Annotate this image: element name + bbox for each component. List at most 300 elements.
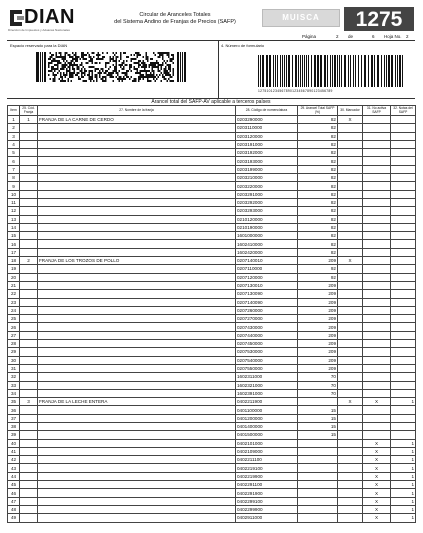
marker-cell: [338, 389, 363, 397]
franja-code-cell: 3: [20, 398, 38, 406]
franja-name-cell: [38, 273, 236, 281]
franja-name-cell: [38, 298, 236, 306]
not-active-cell: [363, 174, 391, 182]
franja-name-cell: [38, 381, 236, 389]
marker-cell: [338, 414, 363, 422]
row-number: 12: [8, 207, 20, 215]
not-active-cell: [363, 373, 391, 381]
nomenclature-code-cell: 1602311000: [236, 373, 298, 381]
table-row: [8, 124, 416, 132]
not-active-cell: [363, 257, 391, 265]
marker-cell: [338, 182, 363, 190]
not-active-cell: [363, 340, 391, 348]
not-active-cell: X: [363, 489, 391, 497]
table-row: [8, 514, 416, 522]
franja-code-cell: [20, 248, 38, 256]
nomenclature-code-cell: 0203199000: [236, 165, 298, 173]
notes-cell: [391, 331, 416, 339]
marker-cell: [338, 323, 363, 331]
row-number: 49: [8, 514, 20, 522]
form-number-box: 1275: [344, 7, 414, 31]
total-tariff-cell: 82: [298, 149, 338, 157]
not-active-cell: [363, 422, 391, 430]
franja-code-cell: [20, 132, 38, 140]
notes-cell: [391, 215, 416, 223]
franja-name-cell: [38, 356, 236, 364]
sheet-value: 2: [406, 34, 409, 39]
notes-cell: [391, 348, 416, 356]
total-tariff-cell: 92: [298, 265, 338, 273]
table-row: [8, 356, 416, 364]
notes-cell: [391, 431, 416, 439]
nomenclature-code-cell: 1602321000: [236, 381, 298, 389]
row-number: 15: [8, 232, 20, 240]
marker-cell: X: [338, 116, 363, 124]
marker-cell: [338, 240, 363, 248]
franja-name-cell: [38, 149, 236, 157]
franja-name-cell: [38, 165, 236, 173]
row-number: 44: [8, 472, 20, 480]
marker-cell: [338, 174, 363, 182]
row-number: 7: [8, 165, 20, 173]
nomenclature-code-cell: 0402219100: [236, 464, 298, 472]
nomenclature-code-cell: 0207550000: [236, 364, 298, 372]
franja-name-cell: [38, 190, 236, 198]
nomenclature-code-cell: 0402299900: [236, 505, 298, 513]
row-number: 41: [8, 447, 20, 455]
notes-cell: [391, 422, 416, 430]
total-tariff-cell: 15: [298, 414, 338, 422]
marker-cell: [338, 315, 363, 323]
form-number-label: 4. Número de formulario: [221, 43, 265, 48]
franja-name-cell: [38, 248, 236, 256]
nomenclature-code-cell: 0203290000: [236, 116, 298, 124]
total-tariff-cell: [298, 505, 338, 513]
franja-name-cell: [38, 182, 236, 190]
franja-code-cell: [20, 431, 38, 439]
not-active-cell: [363, 215, 391, 223]
notes-cell: [391, 281, 416, 289]
not-active-cell: [363, 240, 391, 248]
marker-cell: [338, 132, 363, 140]
total-tariff-cell: 82: [298, 223, 338, 231]
franja-name-cell: [38, 198, 236, 206]
total-tariff-cell: 209: [298, 257, 338, 265]
table-row: [8, 306, 416, 314]
total-tariff-cell: 209: [298, 331, 338, 339]
notes-cell: 1: [391, 505, 416, 513]
not-active-cell: X: [363, 505, 391, 513]
table-row: [8, 165, 416, 173]
marker-cell: [338, 481, 363, 489]
marker-cell: [338, 431, 363, 439]
total-tariff-cell: 70: [298, 381, 338, 389]
franja-code-cell: [20, 232, 38, 240]
total-tariff-cell: 82: [298, 240, 338, 248]
marker-cell: [338, 364, 363, 372]
pdf417-barcode-icon: [36, 52, 186, 82]
nomenclature-code-cell: 0203291000: [236, 190, 298, 198]
total-tariff-cell: [298, 481, 338, 489]
total-tariff-cell: 15: [298, 406, 338, 414]
not-active-cell: [363, 414, 391, 422]
nomenclature-code-cell: 0402291900: [236, 489, 298, 497]
nomenclature-code-cell: 0203192000: [236, 149, 298, 157]
nomenclature-code-cell: 0402911000: [236, 514, 298, 522]
row-number: 35: [8, 398, 20, 406]
row-number: 1: [8, 116, 20, 124]
table-row: [8, 223, 416, 231]
franja-code-cell: [20, 489, 38, 497]
table-row: [8, 207, 416, 215]
nomenclature-code-cell: 1602420000: [236, 248, 298, 256]
table-row: [8, 505, 416, 513]
franja-code-cell: [20, 331, 38, 339]
nomenclature-code-cell: 0203193000: [236, 157, 298, 165]
franja-name-cell: [38, 439, 236, 447]
total-tariff-cell: [298, 456, 338, 464]
notes-cell: [391, 364, 416, 372]
franja-code-cell: [20, 447, 38, 455]
franja-code-cell: [20, 464, 38, 472]
notes-cell: [391, 381, 416, 389]
logo-subtitle: Dirección de Impuestos y Aduanas Nacionales: [8, 28, 70, 32]
marker-cell: [338, 422, 363, 430]
nomenclature-code-cell: 0207270000: [236, 315, 298, 323]
linear-barcode-icon: [258, 55, 406, 87]
table-row: [8, 348, 416, 356]
marker-cell: [338, 124, 363, 132]
franja-name-cell: [38, 157, 236, 165]
dian-reserved-label: Espacio reservado para la DIAN: [10, 43, 68, 48]
marker-cell: [338, 406, 363, 414]
row-number: 34: [8, 389, 20, 397]
nomenclature-code-cell: 0210190000: [236, 223, 298, 231]
col-marker: 30. Marcador: [338, 106, 363, 116]
nomenclature-code-cell: 0402291100: [236, 481, 298, 489]
marker-cell: [338, 265, 363, 273]
franja-code-cell: [20, 340, 38, 348]
notes-cell: [391, 132, 416, 140]
row-number: 40: [8, 439, 20, 447]
row-number: 9: [8, 182, 20, 190]
col-not-active: 31. No activa SAFP: [363, 106, 391, 116]
not-active-cell: X: [363, 447, 391, 455]
not-active-cell: X: [363, 472, 391, 480]
notes-cell: [391, 323, 416, 331]
franja-name-cell: [38, 406, 236, 414]
total-tariff-cell: 209: [298, 306, 338, 314]
franja-code-cell: [20, 149, 38, 157]
not-active-cell: [363, 132, 391, 140]
row-number: 13: [8, 215, 20, 223]
franja-name-cell: [38, 348, 236, 356]
marker-cell: [338, 373, 363, 381]
not-active-cell: [363, 356, 391, 364]
franja-code-cell: [20, 215, 38, 223]
table-row: [8, 298, 416, 306]
notes-cell: 1: [391, 439, 416, 447]
table-row: [8, 215, 416, 223]
sheet-label: Hoja No.: [384, 34, 402, 39]
not-active-cell: [363, 298, 391, 306]
franja-code-cell: [20, 406, 38, 414]
row-number: 37: [8, 414, 20, 422]
notes-cell: [391, 340, 416, 348]
total-tariff-cell: 209: [298, 290, 338, 298]
nomenclature-code-cell: 0207260000: [236, 306, 298, 314]
not-active-cell: [363, 140, 391, 148]
not-active-cell: [363, 389, 391, 397]
nomenclature-code-cell: 0402211900: [236, 398, 298, 406]
total-tariff-cell: 82: [298, 182, 338, 190]
row-number: 4: [8, 140, 20, 148]
nomenclature-code-cell: 0402299100: [236, 497, 298, 505]
nomenclature-code-cell: 0203191000: [236, 140, 298, 148]
franja-code-cell: [20, 281, 38, 289]
table-row: [8, 398, 416, 406]
notes-cell: [391, 223, 416, 231]
notes-cell: [391, 124, 416, 132]
total-tariff-cell: 82: [298, 116, 338, 124]
franja-code-cell: [20, 323, 38, 331]
table-row: [8, 174, 416, 182]
table-row: [8, 389, 416, 397]
not-active-cell: [363, 207, 391, 215]
franja-code-cell: [20, 182, 38, 190]
total-tariff-cell: 209: [298, 364, 338, 372]
col-franja-name: 27. Nombre de la franja: [38, 106, 236, 116]
row-number: 25: [8, 315, 20, 323]
franja-code-cell: [20, 165, 38, 173]
table-row: [8, 157, 416, 165]
notes-cell: 1: [391, 398, 416, 406]
total-tariff-cell: 209: [298, 298, 338, 306]
marker-cell: [338, 464, 363, 472]
col-franja-code: 25. Cód. Franja: [20, 106, 38, 116]
not-active-cell: [363, 157, 391, 165]
not-active-cell: [363, 306, 391, 314]
franja-code-cell: [20, 124, 38, 132]
total-tariff-cell: 209: [298, 315, 338, 323]
notes-cell: [391, 298, 416, 306]
marker-cell: [338, 140, 363, 148]
franja-code-cell: [20, 273, 38, 281]
notes-cell: [391, 174, 416, 182]
notes-cell: [391, 248, 416, 256]
notes-cell: 1: [391, 456, 416, 464]
notes-cell: [391, 198, 416, 206]
franja-name-cell: [38, 373, 236, 381]
total-tariff-cell: 70: [298, 389, 338, 397]
not-active-cell: [363, 190, 391, 198]
not-active-cell: [363, 406, 391, 414]
franja-code-cell: [20, 364, 38, 372]
notes-cell: [391, 306, 416, 314]
title-line-2: del Sistema Andino de Franjas de Precios (SAFP): [114, 19, 236, 25]
row-number: 23: [8, 298, 20, 306]
marker-cell: [338, 248, 363, 256]
total-tariff-cell: [298, 472, 338, 480]
nomenclature-code-cell: 0207130090: [236, 290, 298, 298]
tariff-table: [7, 105, 416, 523]
total-tariff-cell: 82: [298, 215, 338, 223]
row-number: 2: [8, 124, 20, 132]
not-active-cell: [363, 165, 391, 173]
barcode-text: 12751012345678901234567890123456789: [258, 89, 333, 93]
notes-cell: [391, 273, 416, 281]
marker-cell: [338, 331, 363, 339]
franja-name-cell: [38, 207, 236, 215]
total-tariff-cell: 209: [298, 281, 338, 289]
franja-name-cell: [38, 464, 236, 472]
notes-cell: [391, 149, 416, 157]
marker-cell: [338, 165, 363, 173]
franja-name-cell: [38, 265, 236, 273]
franja-code-cell: [20, 422, 38, 430]
notes-cell: [391, 373, 416, 381]
table-row: [8, 456, 416, 464]
row-number: 27: [8, 331, 20, 339]
table-row: [8, 257, 416, 265]
notes-cell: [391, 165, 416, 173]
table-row: [8, 281, 416, 289]
table-row: [8, 447, 416, 455]
row-number: 47: [8, 497, 20, 505]
not-active-cell: [363, 248, 391, 256]
row-number: 36: [8, 406, 20, 414]
row-number: 17: [8, 248, 20, 256]
franja-code-cell: [20, 481, 38, 489]
not-active-cell: [363, 281, 391, 289]
row-number: 5: [8, 149, 20, 157]
document-title: [100, 12, 250, 26]
of-label: de: [348, 34, 354, 39]
total-tariff-cell: 82: [298, 132, 338, 140]
header-divider: [7, 40, 415, 41]
not-active-cell: X: [363, 481, 391, 489]
total-tariff-cell: 82: [298, 124, 338, 132]
nomenclature-code-cell: 0401400000: [236, 422, 298, 430]
row-number: 24: [8, 306, 20, 314]
franja-name-cell: [38, 306, 236, 314]
not-active-cell: [363, 381, 391, 389]
row-number: 38: [8, 422, 20, 430]
marker-cell: [338, 381, 363, 389]
table-title: Arancel total del SAFP-AV aplicable a terceros países: [151, 99, 271, 105]
total-tariff-cell: 70: [298, 373, 338, 381]
table-row: [8, 340, 416, 348]
table-row: [8, 489, 416, 497]
marker-cell: [338, 157, 363, 165]
col-notes: 32. Notas del SAFP: [391, 106, 416, 116]
not-active-cell: X: [363, 514, 391, 522]
row-number: 42: [8, 456, 20, 464]
total-tariff-cell: 209: [298, 356, 338, 364]
franja-code-cell: [20, 439, 38, 447]
row-number: 26: [8, 323, 20, 331]
franja-code-cell: [20, 456, 38, 464]
franja-code-cell: [20, 348, 38, 356]
marker-cell: [338, 281, 363, 289]
not-active-cell: X: [363, 456, 391, 464]
nomenclature-code-cell: 0203293000: [236, 207, 298, 215]
franja-name-cell: [38, 140, 236, 148]
total-tariff-cell: 82: [298, 157, 338, 165]
col-nomenclature-code: 28. Código de nomenclatura: [236, 106, 298, 116]
franja-name-cell: [38, 489, 236, 497]
franja-code-cell: [20, 190, 38, 198]
total-tariff-cell: [298, 497, 338, 505]
table-row: [8, 439, 416, 447]
nomenclature-code-cell: 0203210000: [236, 174, 298, 182]
notes-cell: [391, 182, 416, 190]
not-active-cell: [363, 315, 391, 323]
row-number: 14: [8, 223, 20, 231]
nomenclature-code-cell: 0402109000: [236, 447, 298, 455]
notes-cell: [391, 290, 416, 298]
table-row: [8, 248, 416, 256]
marker-cell: [338, 505, 363, 513]
table-row: [8, 414, 416, 422]
franja-code-cell: [20, 505, 38, 513]
marker-cell: X: [338, 257, 363, 265]
franja-code-cell: [20, 290, 38, 298]
total-tariff-cell: 82: [298, 198, 338, 206]
franja-name-cell: [38, 497, 236, 505]
not-active-cell: [363, 364, 391, 372]
notes-cell: [391, 140, 416, 148]
notes-cell: 1: [391, 472, 416, 480]
franja-name-cell: [38, 174, 236, 182]
notes-cell: 1: [391, 447, 416, 455]
table-row: [8, 364, 416, 372]
franja-code-cell: [20, 373, 38, 381]
marker-cell: [338, 497, 363, 505]
table-row: [8, 381, 416, 389]
col-total-tariff: 29. Arancel Total SAFP (%): [298, 106, 338, 116]
table-row: [8, 373, 416, 381]
row-number: 43: [8, 464, 20, 472]
not-active-cell: X: [363, 439, 391, 447]
notes-cell: [391, 389, 416, 397]
franja-name-cell: FRANJA DE LOS TROZOS DE POLLO: [38, 257, 236, 265]
franja-name-cell: [38, 472, 236, 480]
title-line-1: Circular de Aranceles Totales: [139, 12, 211, 18]
franja-name-cell: [38, 422, 236, 430]
nomenclature-code-cell: 0402101000: [236, 439, 298, 447]
nomenclature-code-cell: 0402211100: [236, 456, 298, 464]
franja-name-cell: [38, 240, 236, 248]
not-active-cell: [363, 273, 391, 281]
row-number: 32: [8, 373, 20, 381]
nomenclature-code-cell: 0207120000: [236, 273, 298, 281]
table-row: [8, 265, 416, 273]
marker-cell: [338, 215, 363, 223]
franja-code-cell: [20, 207, 38, 215]
page-label: Página: [302, 34, 317, 39]
not-active-cell: [363, 323, 391, 331]
marker-cell: [338, 223, 363, 231]
total-tariff-cell: 15: [298, 431, 338, 439]
franja-name-cell: [38, 232, 236, 240]
franja-code-cell: 2: [20, 257, 38, 265]
marker-cell: [338, 306, 363, 314]
franja-name-cell: [38, 124, 236, 132]
total-tariff-cell: 82: [298, 248, 338, 256]
table-row: [8, 331, 416, 339]
marker-cell: [338, 198, 363, 206]
